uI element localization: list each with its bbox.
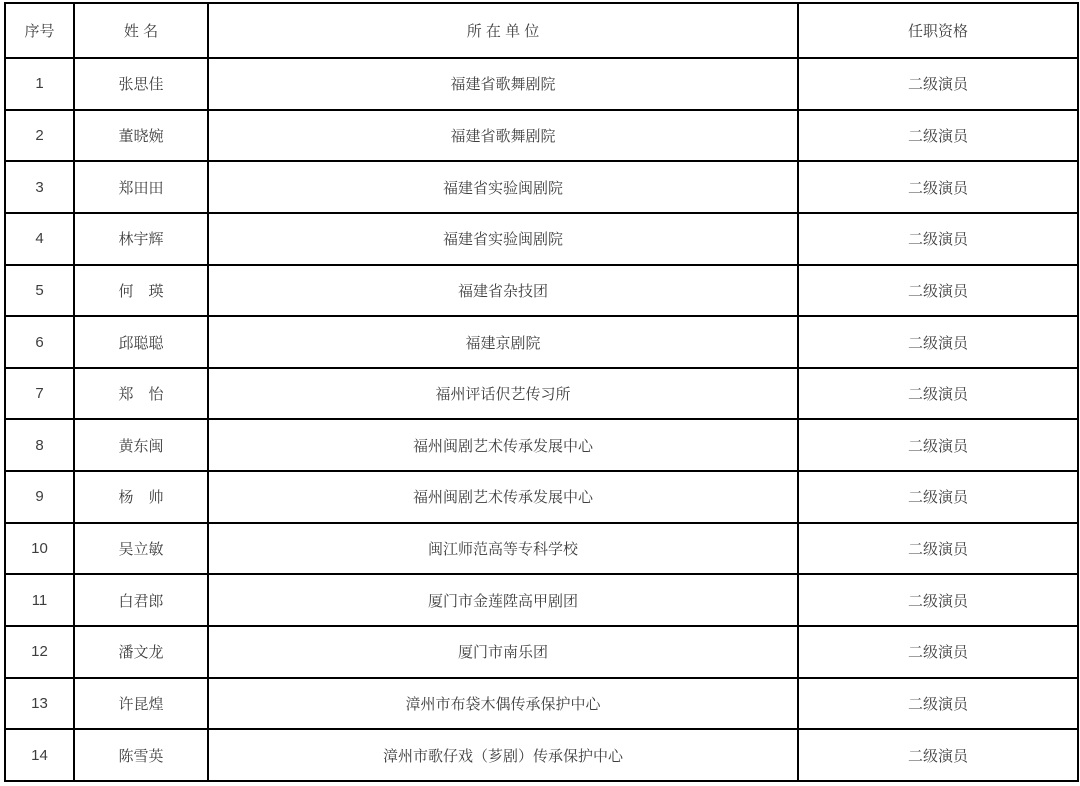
- cell-name: 董晓婉: [74, 110, 208, 162]
- cell-no: 5: [5, 265, 74, 317]
- cell-no: 14: [5, 729, 74, 781]
- cell-name: 郑田田: [74, 161, 208, 213]
- cell-no: 11: [5, 574, 74, 626]
- cell-unit: 福州闽剧艺术传承发展中心: [208, 471, 798, 523]
- cell-qualification: 二级演员: [798, 523, 1078, 575]
- cell-no: 2: [5, 110, 74, 162]
- cell-unit: 福建省歌舞剧院: [208, 110, 798, 162]
- cell-qualification: 二级演员: [798, 471, 1078, 523]
- table-row: [5, 265, 1078, 317]
- cell-qualification: 二级演员: [798, 419, 1078, 471]
- cell-qualification: 二级演员: [798, 678, 1078, 730]
- col-header-qualification: 任职资格: [798, 3, 1078, 58]
- table-row: [5, 729, 1078, 781]
- col-header-no: 序号: [5, 3, 74, 58]
- cell-name: 黄东闽: [74, 419, 208, 471]
- cell-unit: 福建省杂技团: [208, 265, 798, 317]
- cell-name: 白君郎: [74, 574, 208, 626]
- cell-qualification: 二级演员: [798, 213, 1078, 265]
- header-row: [5, 3, 1078, 58]
- table-row: [5, 368, 1078, 420]
- cell-unit: 闽江师范高等专科学校: [208, 523, 798, 575]
- cell-no: 4: [5, 213, 74, 265]
- cell-no: 3: [5, 161, 74, 213]
- cell-qualification: 二级演员: [798, 265, 1078, 317]
- table-row: [5, 316, 1078, 368]
- cell-no: 10: [5, 523, 74, 575]
- cell-name: 邱聪聪: [74, 316, 208, 368]
- cell-unit: 漳州市歌仔戏（芗剧）传承保护中心: [208, 729, 798, 781]
- cell-unit: 福建省实验闽剧院: [208, 161, 798, 213]
- cell-name: 潘文龙: [74, 626, 208, 678]
- table-row: [5, 161, 1078, 213]
- cell-name: 陈雪英: [74, 729, 208, 781]
- cell-no: 7: [5, 368, 74, 420]
- col-header-name: 姓 名: [74, 3, 208, 58]
- table-row: [5, 213, 1078, 265]
- cell-qualification: 二级演员: [798, 58, 1078, 110]
- cell-unit: 福州闽剧艺术传承发展中心: [208, 419, 798, 471]
- cell-no: 13: [5, 678, 74, 730]
- table-row: [5, 574, 1078, 626]
- cell-name: 杨 帅: [74, 471, 208, 523]
- cell-name: 林宇辉: [74, 213, 208, 265]
- cell-qualification: 二级演员: [798, 316, 1078, 368]
- cell-name: 吴立敏: [74, 523, 208, 575]
- cell-unit: 福州评话伬艺传习所: [208, 368, 798, 420]
- table-row: [5, 58, 1078, 110]
- cell-no: 6: [5, 316, 74, 368]
- cell-name: 张思佳: [74, 58, 208, 110]
- cell-qualification: 二级演员: [798, 626, 1078, 678]
- cell-name: 许昆煌: [74, 678, 208, 730]
- table-row: [5, 471, 1078, 523]
- qualification-table: [4, 2, 1079, 782]
- cell-qualification: 二级演员: [798, 574, 1078, 626]
- table-row: [5, 110, 1078, 162]
- table-body: [5, 58, 1078, 781]
- cell-name: 郑 怡: [74, 368, 208, 420]
- cell-unit: 福建京剧院: [208, 316, 798, 368]
- cell-qualification: 二级演员: [798, 161, 1078, 213]
- table-row: [5, 626, 1078, 678]
- col-header-unit: 所 在 单 位: [208, 3, 798, 58]
- cell-unit: 漳州市布袋木偶传承保护中心: [208, 678, 798, 730]
- table-row: [5, 678, 1078, 730]
- cell-no: 9: [5, 471, 74, 523]
- cell-unit: 厦门市南乐团: [208, 626, 798, 678]
- cell-unit: 福建省实验闽剧院: [208, 213, 798, 265]
- cell-unit: 福建省歌舞剧院: [208, 58, 798, 110]
- table-row: [5, 419, 1078, 471]
- cell-unit: 厦门市金莲陞高甲剧团: [208, 574, 798, 626]
- cell-name: 何 瑛: [74, 265, 208, 317]
- table-row: [5, 523, 1078, 575]
- cell-no: 12: [5, 626, 74, 678]
- cell-no: 1: [5, 58, 74, 110]
- cell-qualification: 二级演员: [798, 110, 1078, 162]
- cell-qualification: 二级演员: [798, 729, 1078, 781]
- cell-no: 8: [5, 419, 74, 471]
- cell-qualification: 二级演员: [798, 368, 1078, 420]
